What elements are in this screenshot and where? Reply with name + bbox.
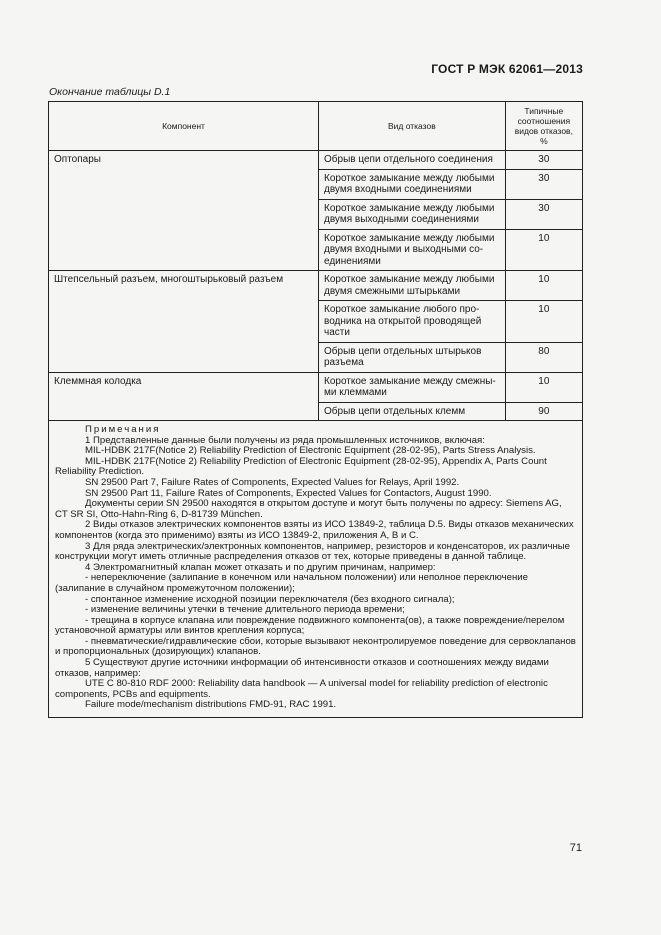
note-line: - спонтанное изменение исходной позиции переключателя (без входного сигнала); xyxy=(85,593,455,605)
table-row xyxy=(49,372,583,402)
table-row xyxy=(49,342,583,372)
note-line: 2 Виды отказов электрических компонентов взяты из ИСО 13849-2, таблица D.5. Виды отказов механических компонентов (когда это применимо) взяты из ИСО 13849-2, приложения A, B и C. xyxy=(55,519,574,541)
note-line: Failure mode/mechanism distributions FMD-91, RAC 1991. xyxy=(85,699,337,711)
table-row xyxy=(49,271,583,301)
failure-mode-cell: Короткое замыкание любого про-водника на открытой проводящей части xyxy=(319,301,506,343)
note-line: 3 Для ряда электрических/электронных компонентов, например, резисторов и конденсаторов, их различные конструкции могут иметь отличные распределения отказов от тех, которые приведены в данной таблице. xyxy=(55,540,571,563)
component-cell: Штепсельный разъем, многоштырьковый разъем xyxy=(49,271,319,301)
percent-cell: 30 xyxy=(505,199,582,229)
failure-mode-cell: Короткое замыкание между любыми двумя входными соединениями xyxy=(319,169,506,199)
table-row xyxy=(49,151,583,170)
table-row xyxy=(49,169,583,199)
table-row xyxy=(49,301,583,343)
column-header-component: Компонент xyxy=(49,102,319,151)
note-line: 5 Существуют другие источники информации об интенсивности отказов и соотношениях между видами отказов, например: xyxy=(55,657,549,679)
notes-list xyxy=(55,436,576,711)
note-line: MIL-HDBK 217F(Notice 2) Reliability Prediction of Electronic Equipment (28-02-95), Parts Stress Analysis. xyxy=(85,445,536,457)
component-cell xyxy=(49,229,319,271)
table-row xyxy=(49,229,583,271)
notes-row xyxy=(49,421,583,718)
page-number: 71 xyxy=(569,842,582,854)
percent-cell: 30 xyxy=(505,151,582,170)
percent-cell: 90 xyxy=(505,402,582,421)
failure-mode-cell: Обрыв цепи отдельных штырьков разъема xyxy=(319,342,506,372)
failure-modes-table xyxy=(48,101,583,718)
percent-cell: 10 xyxy=(505,301,582,343)
notes-title: Примечания xyxy=(85,424,161,435)
note-line: SN 29500 Part 11, Failure Rates of Components, Expected Values for Contactors, August 1990. xyxy=(85,487,492,499)
note-line: 1 Представленные данные были получены из ряда промышленных источников, включая: xyxy=(85,434,485,446)
standard-header: ГОСТ Р МЭК 62061—2013 xyxy=(431,62,583,76)
note-line: - пневматические/гидравлические сбои, которые вызывают неконтролируемое поведение для сервоклапанов и пропорциональных (дозирующих) клапанов. xyxy=(55,635,576,658)
note-line: 4 Электромагнитный клапан может отказать и по другим причинам, например: xyxy=(85,561,436,573)
component-cell: Оптопары xyxy=(49,151,319,170)
percent-cell: 30 xyxy=(505,169,582,199)
component-cell xyxy=(49,402,319,421)
failure-mode-cell: Короткое замыкание между любыми двумя входными и выходными со-единениями xyxy=(319,229,506,271)
column-header-failure-mode: Вид отказов xyxy=(319,102,506,151)
note-line: UTE C 80-810 RDF 2000: Reliability data handbook — A universal model for reliability prediction of electronic components, PCBs and equipments. xyxy=(55,678,548,700)
failure-mode-cell: Обрыв цепи отдельного соединения xyxy=(319,151,506,170)
percent-cell: 80 xyxy=(505,342,582,372)
component-cell xyxy=(49,169,319,199)
column-header-percent: Типичные соотношения видов отказов, % xyxy=(505,102,582,151)
table-row xyxy=(49,199,583,229)
note-line: MIL-HDBK 217F(Notice 2) Reliability Prediction of Electronic Equipment (28-02-95), Appendix A, Parts Count Reliability Prediction. xyxy=(55,455,547,478)
percent-cell: 10 xyxy=(505,271,582,301)
note-line: Документы серии SN 29500 находятся в открытом доступе и могут быть получены по адресу: Siemens AG, CT SR SI, Otto-Hahn-Ring 6, D-81739 München. xyxy=(55,498,562,520)
failure-mode-cell: Короткое замыкание между смежны-ми клеммами xyxy=(319,372,506,402)
table-row xyxy=(49,402,583,421)
failure-mode-cell: Короткое замыкание между любыми двумя смежными штырьками xyxy=(319,271,506,301)
percent-cell: 10 xyxy=(505,229,582,271)
note-line: - трещина в корпусе клапана или повреждение подвижного компонента(ов), а также повреждение/перелом установочной арматуры или винтов крепления корпуса; xyxy=(55,614,565,637)
note-line: SN 29500 Part 7, Failure Rates of Components, Expected Values for Relays, April 1992. xyxy=(85,476,460,488)
table-caption: Окончание таблицы D.1 xyxy=(49,86,171,98)
table-body xyxy=(49,151,583,421)
component-cell xyxy=(49,342,319,372)
failure-mode-cell: Короткое замыкание между любыми двумя выходными соединениями xyxy=(319,199,506,229)
component-cell xyxy=(49,301,319,343)
percent-cell: 10 xyxy=(505,372,582,402)
failure-mode-cell: Обрыв цепи отдельных клемм xyxy=(319,402,506,421)
notes-cell xyxy=(49,421,583,718)
note-line: - изменение величины утечки в течение длительного периода времени; xyxy=(85,604,405,616)
note-line: - непереключение (залипание в конечном или начальном положении) или неполное переключение (залипание в случайном промежуточном положении); xyxy=(55,572,528,594)
component-cell xyxy=(49,199,319,229)
table-header-row xyxy=(49,102,583,151)
component-cell: Клеммная колодка xyxy=(49,372,319,402)
